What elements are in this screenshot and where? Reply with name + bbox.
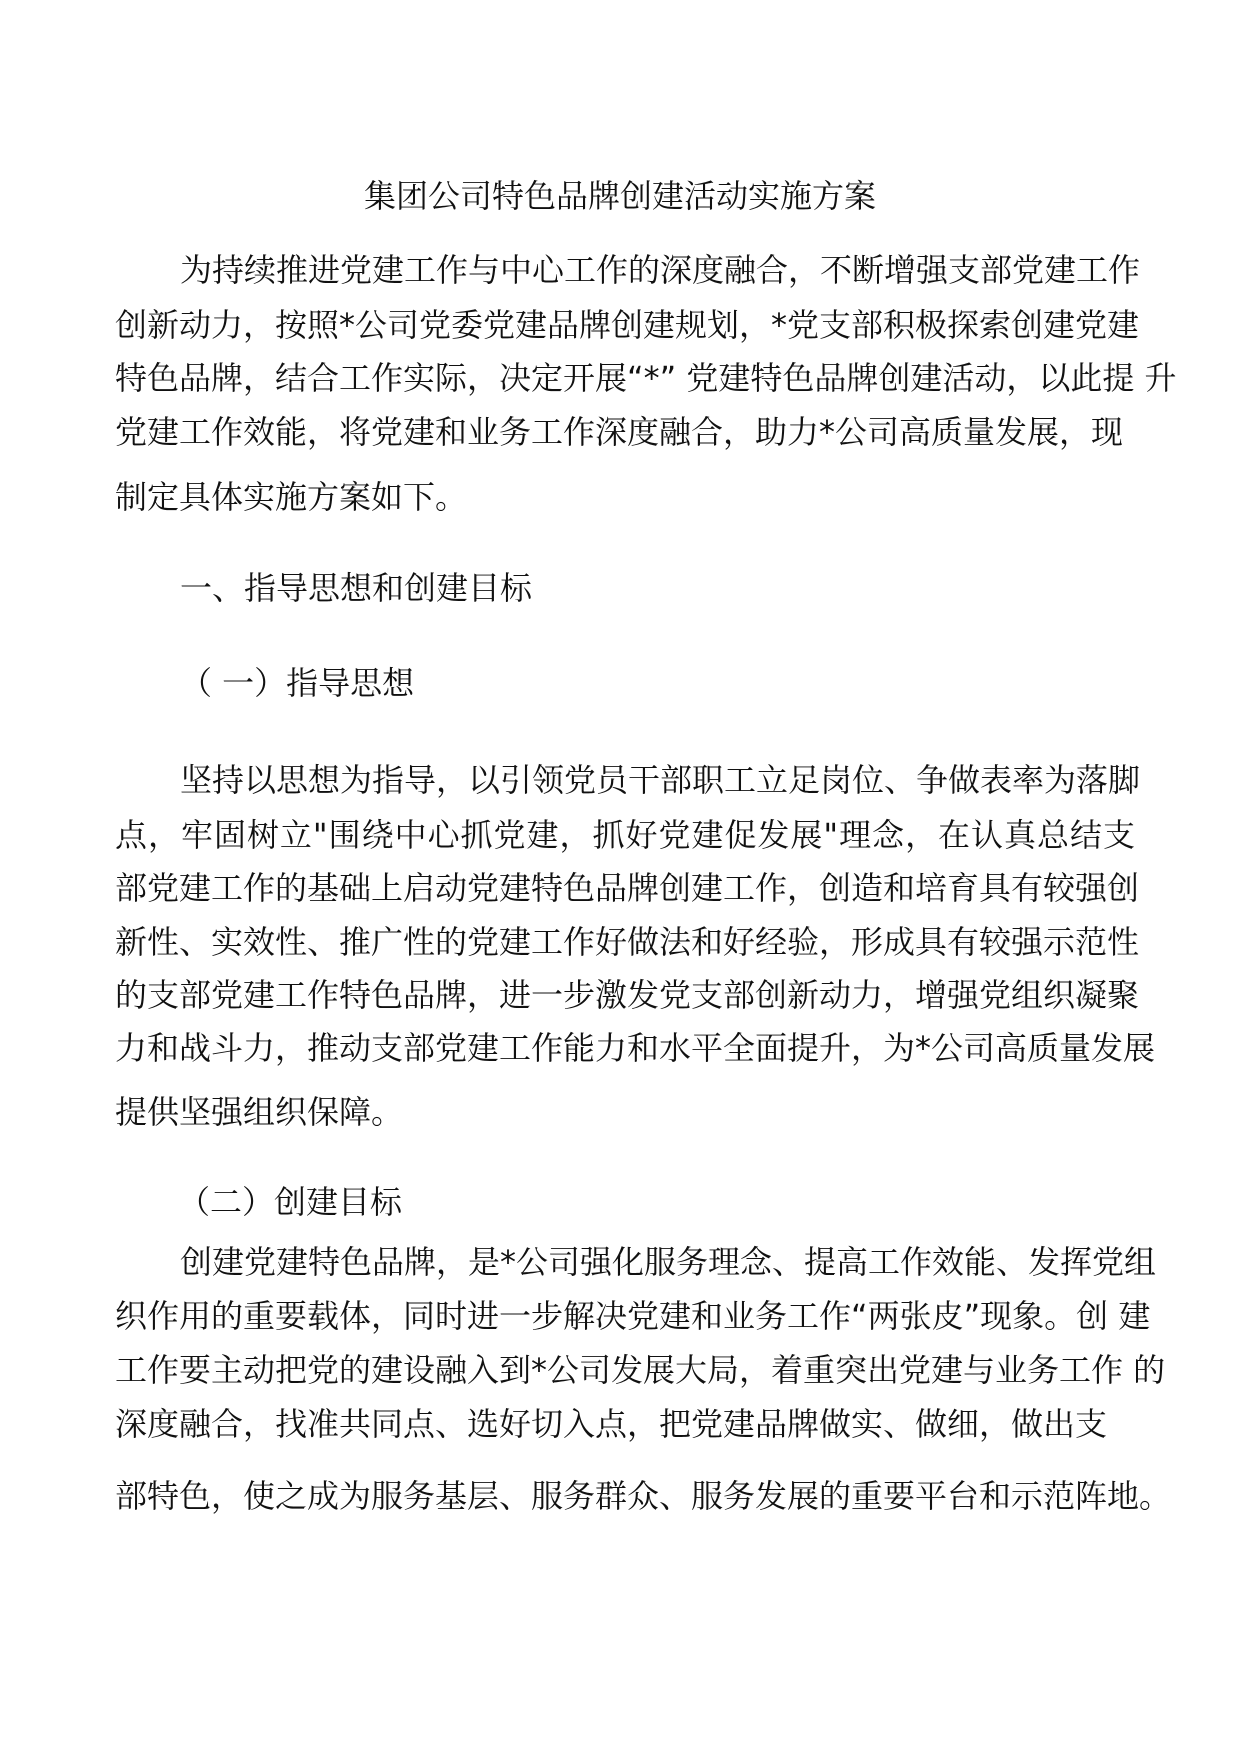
guiding-line-3: 部党建工作的基础上启动党建特色品牌创建工作，创造和培育具有较强创	[115, 869, 1140, 907]
goal-line-3: 工作要主动把党的建设融入到*公司发展大局，着重突出党建与业务工作 的	[115, 1351, 1166, 1389]
intro-line-4: 党建工作效能，将党建和业务工作深度融合，助力*公司高质量发展，现	[115, 413, 1124, 451]
guiding-line-7: 提供坚强组织保障。	[115, 1093, 404, 1131]
document-title: 集团公司特色品牌创建活动实施方案	[363, 177, 876, 215]
intro-line-5: 制定具体实施方案如下。	[115, 478, 468, 516]
section-heading-1: 一、指导思想和创建目标	[180, 569, 533, 607]
guiding-line-5: 的支部党建工作特色品牌，进一步激发党支部创新动力，增强党组织凝聚	[115, 976, 1140, 1014]
guiding-line-6: 力和战斗力，推动支部党建工作能力和水平全面提升，为*公司高质量发展	[115, 1029, 1156, 1067]
goal-line-2: 织作用的重要载体，同时进一步解决党建和业务工作“两张皮”现象。创 建	[115, 1297, 1151, 1335]
guiding-line-2: 点，牢固树立"围绕中心抓党建，抓好党建促发展"理念，在认真总结支	[115, 816, 1135, 854]
intro-line-3: 特色品牌，结合工作实际，决定开展“*” 党建特色品牌创建活动，以此提 升	[115, 359, 1177, 397]
goal-line-4: 深度融合，找准共同点、选好切入点，把党建品牌做实、做细，做出支	[115, 1405, 1108, 1443]
guiding-line-4: 新性、实效性、推广性的党建工作好做法和好经验，形成具有较强示范性	[115, 923, 1140, 961]
intro-line-1: 为持续推进党建工作与中心工作的深度融合，不断增强支部党建工作	[180, 251, 1141, 289]
intro-line-2: 创新动力，按照*公司党委党建品牌创建规划，*党支部积极探索创建党建	[115, 306, 1140, 344]
subsection-heading-2: （二）创建目标	[178, 1183, 403, 1221]
guiding-line-1: 坚持以思想为指导，以引领党员干部职工立足岗位、争做表率为落脚	[180, 761, 1141, 799]
subsection-heading-1: （ 一）指导思想	[180, 664, 415, 702]
goal-line-5: 部特色，使之成为服务基层、服务群众、服务发展的重要平台和示范阵地。	[115, 1477, 1172, 1515]
goal-line-1: 创建党建特色品牌，是*公司强化服务理念、提高工作效能、发挥党组	[180, 1243, 1157, 1281]
